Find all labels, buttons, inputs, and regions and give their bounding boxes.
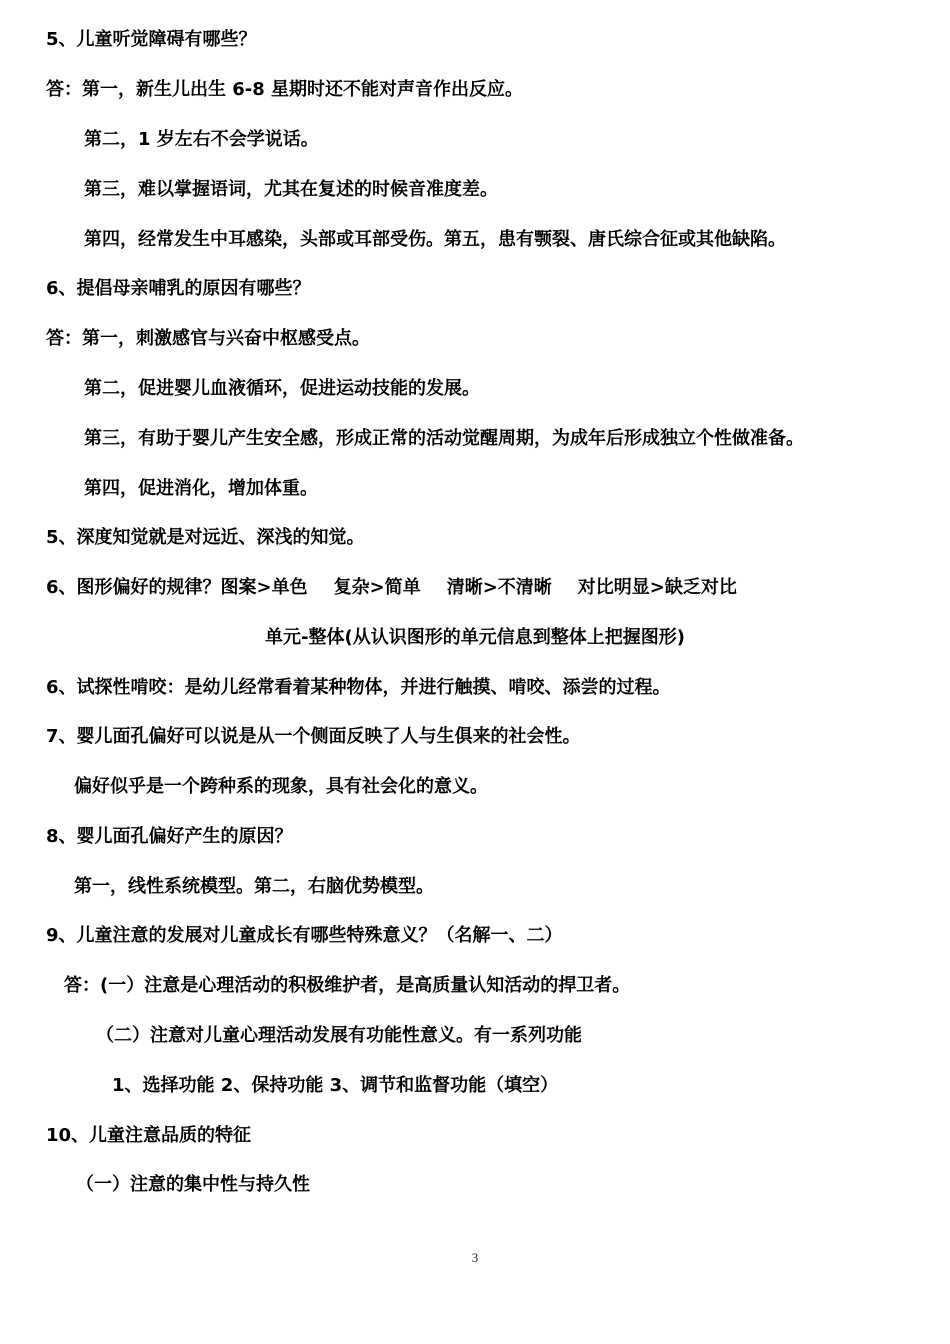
answer-line: 第四，经常发生中耳感染，头部或耳部受伤。第五，患有颚裂、唐氏综合征或其他缺陷。 [84,229,786,250]
question-hearing-impairment: 5、儿童听觉障碍有哪些？ [46,29,257,50]
answer-line: 答：第一，刺激感官与兴奋中枢感受点。 [46,328,370,349]
figure-preference-rule [46,576,737,600]
answer-line: 第四，促进消化，增加体重。 [84,478,318,499]
question-attention-significance: 9、儿童注意的发展对儿童成长有哪些特殊意义？（名解一、二） [46,925,563,946]
answer-line: 答：第一，新生儿出生 6-8 星期时还不能对声音作出反应。 [46,79,524,100]
depth-perception-line: 5、深度知觉就是对远近、深浅的知觉。 [46,527,365,548]
tentative-biting-line: 6、试探性啃咬：是幼儿经常看着某种物体，并进行触摸、啃咬、添尝的过程。 [46,677,671,698]
figure-rule-item: 清晰>不清晰 [446,577,552,598]
figure-rule-item: 复杂>简单 [333,577,421,598]
unit-whole-line: 单元-整体(从认识图形的单元信息到整体上把握图形) [265,627,685,648]
answer-line: 第三，有助于婴儿产生安全感，形成正常的活动觉醒周期，为成年后形成独立个性做准备。 [84,428,804,449]
question-attention-quality: 10、儿童注意品质的特征 [46,1125,252,1146]
answer-line: 第二，1 岁左右不会学说话。 [84,129,319,150]
figure-rule-item: 对比明显>缺乏对比 [577,577,737,598]
question-breastfeeding: 6、提倡母亲哺乳的原因有哪些？ [46,278,311,299]
page-number: 3 [471,1250,479,1265]
answer-line: 答：(一）注意是心理活动的积极维护者，是高质量认知活动的捍卫者。 [64,975,631,996]
figure-rule-prefix: 6、图形偏好的规律？图案>单色 [46,577,308,598]
face-preference-detail: 偏好似乎是一个跨种系的现象，具有社会化的意义。 [74,776,488,797]
answer-line: 1、选择功能 2、保持功能 3、调节和监督功能（填空） [112,1075,559,1096]
answer-line: 第一，线性系统模型。第二，右脑优势模型。 [74,876,434,897]
face-preference-line: 7、婴儿面孔偏好可以说是从一个侧面反映了人与生俱来的社会性。 [46,726,581,747]
question-face-preference-cause: 8、婴儿面孔偏好产生的原因？ [46,826,293,847]
answer-line: （一）注意的集中性与持久性 [76,1174,310,1195]
answer-line: （二）注意对儿童心理活动发展有功能性意义。有一系列功能 [96,1025,582,1046]
answer-line: 第二，促进婴儿血液循环，促进运动技能的发展。 [84,378,480,399]
answer-line: 第三，难以掌握语词，尤其在复述的时候音准度差。 [84,179,498,200]
